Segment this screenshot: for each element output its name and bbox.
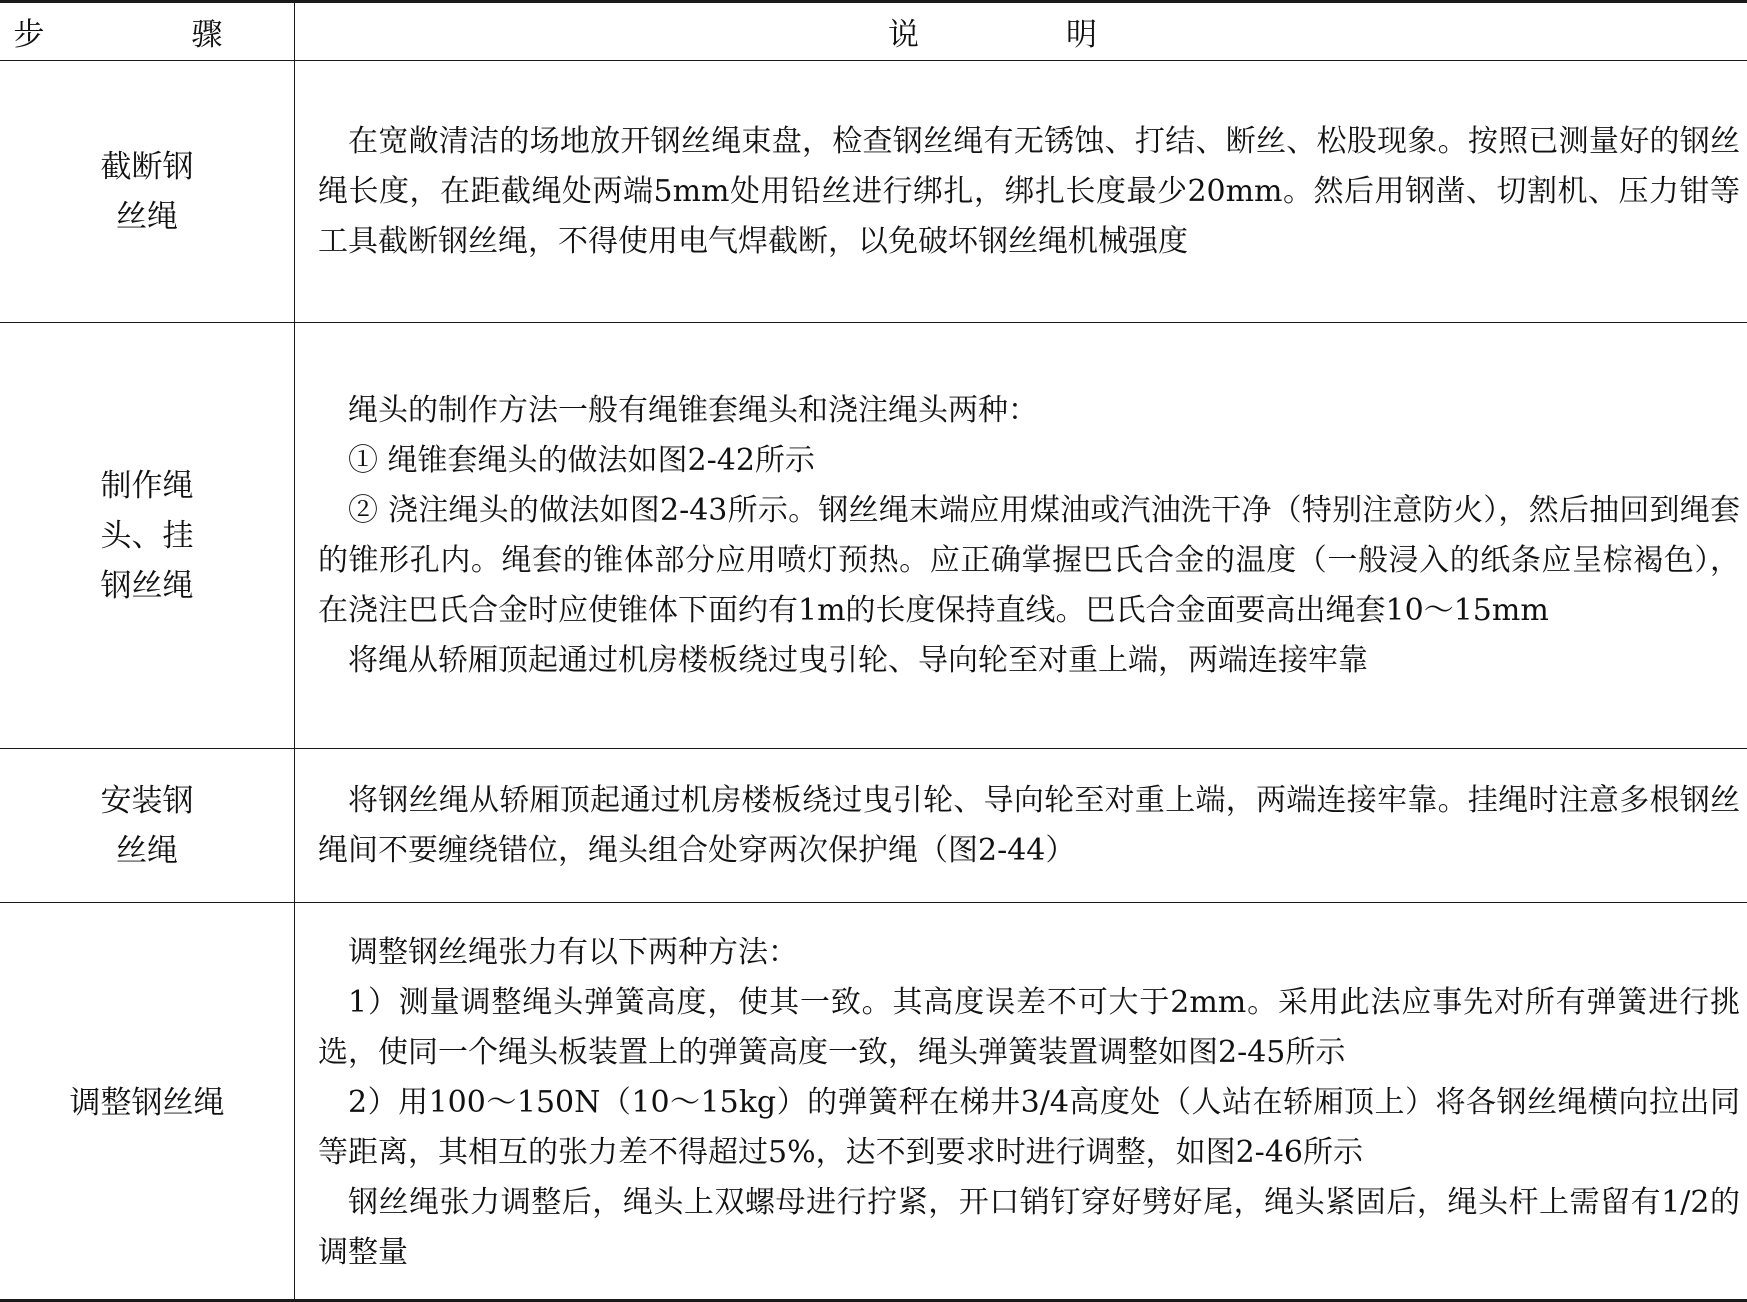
description-cell xyxy=(296,749,1747,902)
column-divider xyxy=(294,323,295,748)
step-cell xyxy=(0,903,294,1302)
step-label: 安装钢丝绳 xyxy=(100,782,194,869)
description-paragraph: 钢丝绳张力调整后，绳头上双螺母进行拧紧，开口销钉穿好劈好尾，绳头紧固后，绳头杆上需留有1/2的调整量 xyxy=(318,1184,1740,1270)
description-cell xyxy=(296,61,1747,322)
table-row xyxy=(0,903,1747,1302)
description-cell xyxy=(296,903,1747,1302)
description-paragraph: 1）测量调整绳头弹簧高度，使其一致。其高度误差不可大于2mm。采用此法应事先对所有弹簧进行挑选，使同一个绳头板装置上的弹簧高度一致，绳头弹簧装置调整如图2-45所示 xyxy=(318,984,1740,1070)
step-label: 截断钢丝绳 xyxy=(100,148,194,235)
description-paragraph: 调整钢丝绳张力有以下两种方法： xyxy=(348,934,798,970)
step-label: 制作绳头、挂钢丝绳 xyxy=(100,467,194,604)
step-cell xyxy=(0,323,294,748)
table-row xyxy=(0,61,1747,323)
description-paragraph: 2）用100～150N（10～15kg）的弹簧秤在梯井3/4高度处（人站在轿厢顶上）将各钢丝绳横向拉出同等距离，其相互的张力差不得超过5%，达不到要求时进行调整，如图2-46所示 xyxy=(318,1084,1740,1170)
column-divider xyxy=(294,3,295,60)
description-paragraph: 绳头的制作方法一般有绳锥套绳头和浇注绳头两种： xyxy=(348,392,1038,428)
step-cell xyxy=(0,749,294,902)
step-cell xyxy=(0,61,294,322)
header-description: 说 明 xyxy=(888,17,1155,53)
description-paragraph: 将绳从轿厢顶起通过机房楼板绕过曳引轮、导向轮至对重上端，两端连接牢靠 xyxy=(348,642,1368,678)
table-header-row xyxy=(0,3,1747,61)
description-paragraph: ② 浇注绳头的做法如图2-43所示。钢丝绳末端应用煤油或汽油洗干净（特别注意防火），然后抽回到绳套的锥形孔内。绳套的锥体部分应用喷灯预热。应正确掌握巴氏合金的温度（一般浸入的纸条应呈棕褐色），在浇注巴氏合金时应使锥体下面约有1m的长度保持直线。巴氏合金面要高出绳套10～15mm xyxy=(318,492,1740,628)
column-divider xyxy=(294,903,295,1302)
description-cell xyxy=(296,323,1747,748)
table-row xyxy=(0,323,1747,749)
table-row xyxy=(0,749,1747,903)
column-divider xyxy=(294,749,295,902)
header-step: 步 骤 xyxy=(13,17,281,53)
description-paragraph: ① 绳锥套绳头的做法如图2-42所示 xyxy=(348,442,815,478)
column-divider xyxy=(294,61,295,322)
description-paragraph: 将钢丝绳从轿厢顶起通过机房楼板绕过曳引轮、导向轮至对重上端，两端连接牢靠。挂绳时注意多根钢丝绳间不要缠绕错位，绳头组合处穿两次保护绳（图2-44） xyxy=(318,782,1740,868)
description-paragraph: 在宽敞清洁的场地放开钢丝绳束盘，检查钢丝绳有无锈蚀、打结、断丝、松股现象。按照已测量好的钢丝绳长度，在距截绳处两端5mm处用铅丝进行绑扎，绑扎长度最少20mm。然后用钢凿、切割机、压力钳等工具截断钢丝绳，不得使用电气焊截断，以免破坏钢丝绳机械强度 xyxy=(318,123,1740,259)
step-label: 调整钢丝绳 xyxy=(69,1084,225,1121)
